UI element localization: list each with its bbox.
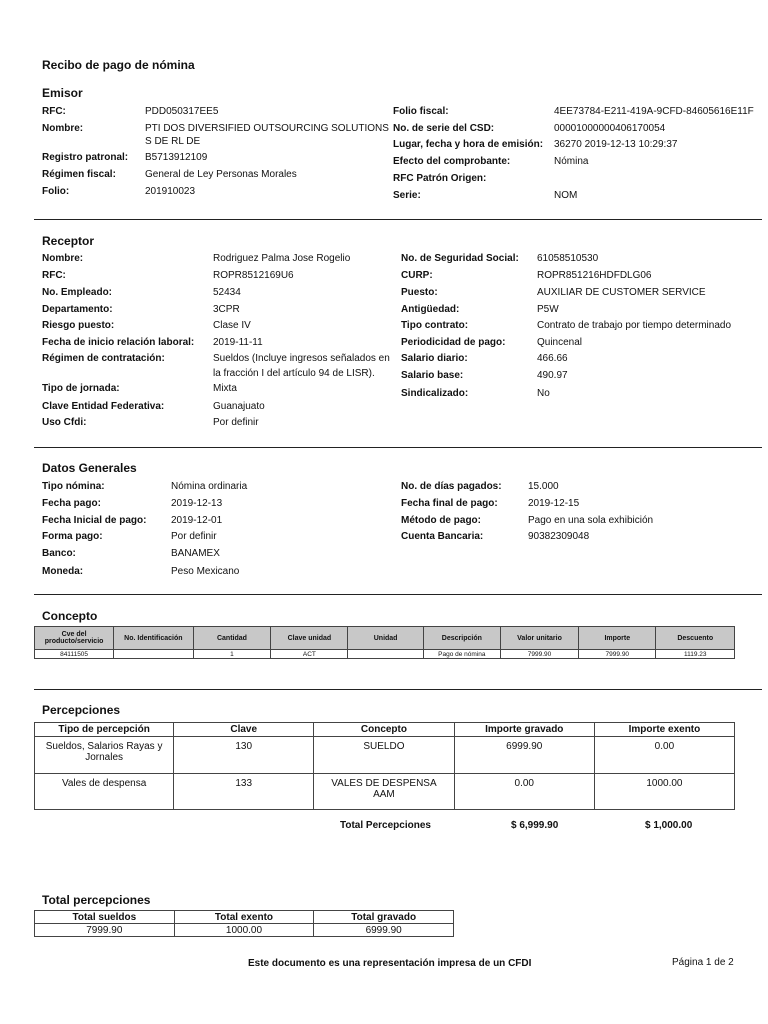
banco-label: Banco:	[42, 548, 76, 559]
table-cell	[348, 650, 423, 659]
salario-base-value: 490.97	[537, 370, 568, 381]
total-gravado-value: $ 6,999.90	[511, 820, 559, 831]
clave-entidad-value: Guanajuato	[213, 401, 265, 412]
folio-fiscal-label: Folio fiscal:	[393, 106, 449, 117]
column-header: Clave unidad	[271, 627, 348, 650]
fecha-pago-value: 2019-12-13	[171, 498, 223, 509]
departamento-value: 3CPR	[213, 304, 240, 315]
emisor-heading: Emisor	[42, 86, 83, 100]
column-header: Tipo de percepción	[35, 723, 174, 737]
column-header: Clave	[174, 723, 314, 737]
emisor-registro-value: B5713912109	[145, 152, 208, 163]
moneda-value: Peso Mexicano	[171, 566, 240, 577]
regimen-contratacion-label: Régimen de contratación:	[42, 353, 165, 364]
puesto-value: AUXILIAR DE CUSTOMER SERVICE	[537, 287, 706, 298]
forma-pago-value: Por definir	[171, 531, 217, 542]
efecto-value: Nómina	[554, 156, 589, 167]
puesto-label: Puesto:	[401, 287, 438, 298]
efecto-label: Efecto del comprobante:	[393, 156, 511, 167]
fecha-final-label: Fecha final de pago:	[401, 498, 498, 509]
folio-fiscal-value: 4EE73784-E211-419A-9CFD-84605616E11F	[554, 106, 754, 117]
serie-csd-value: 00001000000406170054	[554, 123, 666, 134]
column-header: Importe	[579, 627, 656, 650]
fecha-inicial-value: 2019-12-01	[171, 515, 223, 526]
table-cell: 130	[174, 737, 314, 774]
column-header: Concepto	[314, 723, 455, 737]
page-number: Página 1 de 2	[672, 957, 734, 968]
antiguedad-label: Antigüedad:	[401, 304, 460, 315]
column-header: No. Identificación	[114, 627, 193, 650]
table-cell: 1119.23	[656, 650, 735, 659]
table-cell: 7999.90	[579, 650, 656, 659]
total-percepciones-label: Total Percepciones	[340, 820, 431, 831]
emisor-regimen-label: Régimen fiscal:	[42, 169, 116, 180]
column-header: Total sueldos	[35, 911, 175, 924]
empleado-value: 52434	[213, 287, 241, 298]
salario-diario-value: 466.66	[537, 353, 568, 364]
uso-cfdi-label: Uso Cfdi:	[42, 417, 87, 428]
emisor-folio-value: 201910023	[145, 186, 196, 197]
table-cell: ACT	[271, 650, 348, 659]
curp-value: ROPR851216HDFDLG06	[537, 270, 652, 281]
empleado-label: No. Empleado:	[42, 287, 113, 298]
banco-value: BANAMEX	[171, 548, 220, 559]
metodo-pago-value: Pago en una sola exhibición	[528, 515, 654, 526]
table-header-row	[35, 723, 735, 737]
lugar-fecha-value: 36270 2019-12-13 10:29:37	[554, 139, 678, 150]
table-row	[35, 737, 735, 774]
table-header-row	[35, 627, 735, 650]
total-exento-value: $ 1,000.00	[645, 820, 693, 831]
clave-entidad-label: Clave Entidad Federativa:	[42, 401, 165, 412]
uso-cfdi-value: Por definir	[213, 417, 259, 428]
emisor-rfc-value: PDD050317EE5	[145, 106, 219, 117]
sindicalizado-value: No	[537, 388, 550, 399]
emisor-registro-label: Registro patronal:	[42, 152, 129, 163]
nss-label: No. de Seguridad Social:	[401, 253, 519, 264]
cuenta-bancaria-value: 90382309048	[528, 531, 590, 542]
serie-label: Serie:	[393, 190, 421, 201]
table-cell: 133	[174, 774, 314, 810]
sindicalizado-label: Sindicalizado:	[401, 388, 469, 399]
column-header: Total gravado	[314, 911, 454, 924]
periodicidad-value: Quincenal	[537, 337, 583, 348]
table-row	[35, 774, 735, 810]
periodicidad-label: Periodicidad de pago:	[401, 337, 506, 348]
table-cell: 7999.90	[35, 924, 175, 937]
table-cell: 1	[193, 650, 271, 659]
emisor-nombre-value: PTI DOS DIVERSIFIED OUTSOURCING SOLUTIONS	[145, 123, 389, 134]
table-cell: 0.00	[594, 737, 734, 774]
table-cell: 7999.90	[500, 650, 578, 659]
receptor-nombre-value: Rodriguez Palma Jose Rogelio	[213, 253, 351, 264]
cuenta-bancaria-label: Cuenta Bancaria:	[401, 531, 484, 542]
table-row	[35, 650, 735, 659]
table-cell: Vales de despensa	[35, 774, 174, 810]
column-header: Cve del producto/servicio	[35, 627, 114, 650]
concepto-heading: Concepto	[42, 609, 98, 623]
rfc-patron-label: RFC Patrón Origen:	[393, 173, 487, 184]
dias-pagados-label: No. de días pagados:	[401, 481, 502, 492]
concepto-table	[34, 626, 735, 659]
column-header: Descuento	[656, 627, 735, 650]
table-row	[35, 924, 454, 937]
percepciones-table	[34, 722, 735, 810]
table-cell: VALES DE DESPENSA AAM	[314, 774, 455, 810]
column-header: Unidad	[348, 627, 423, 650]
emisor-nombre-label: Nombre:	[42, 123, 84, 134]
divider	[34, 219, 762, 220]
serie-csd-label: No. de serie del CSD:	[393, 123, 495, 134]
table-header-row	[35, 911, 454, 924]
regimen-contratacion-value: Sueldos (Incluye ingresos señalados en	[213, 353, 390, 364]
fecha-inicial-label: Fecha Inicial de pago:	[42, 515, 147, 526]
receptor-rfc-value: ROPR8512169U6	[213, 270, 294, 281]
nss-value: 61058510530	[537, 253, 599, 264]
table-cell: 1000.00	[174, 924, 314, 937]
column-header: Descripción	[423, 627, 500, 650]
table-cell: 6999.90	[314, 924, 454, 937]
column-header: Importe exento	[594, 723, 734, 737]
regimen-contratacion-value-cont: la fracción I del artículo 94 de LISR).	[213, 368, 375, 379]
table-cell: SUELDO	[314, 737, 455, 774]
percepciones-heading: Percepciones	[42, 703, 121, 717]
fecha-inicio-label: Fecha de inicio relación laboral:	[42, 337, 195, 348]
emisor-rfc-label: RFC:	[42, 106, 66, 117]
table-cell: Sueldos, Salarios Rayas y Jornales	[35, 737, 174, 774]
moneda-label: Moneda:	[42, 566, 84, 577]
serie-value: NOM	[554, 190, 578, 201]
receptor-heading: Receptor	[42, 234, 95, 248]
dias-pagados-value: 15.000	[528, 481, 559, 492]
emisor-nombre-value-cont: S DE RL DE	[145, 136, 201, 147]
table-cell: 1000.00	[594, 774, 734, 810]
receptor-rfc-label: RFC:	[42, 270, 66, 281]
tipo-jornada-label: Tipo de jornada:	[42, 383, 120, 394]
tipo-jornada-value: Mixta	[213, 383, 237, 394]
table-cell: Pago de nómina	[423, 650, 500, 659]
fecha-final-value: 2019-12-15	[528, 498, 580, 509]
page-title: Recibo de pago de nómina	[42, 58, 195, 72]
column-header: Cantidad	[193, 627, 271, 650]
table-cell: 0.00	[454, 774, 594, 810]
salario-base-label: Salario base:	[401, 370, 464, 381]
tipo-nomina-label: Tipo nómina:	[42, 481, 105, 492]
tipo-contrato-value: Contrato de trabajo por tiempo determinado	[537, 320, 732, 331]
fecha-inicio-value: 2019-11-11	[213, 337, 263, 348]
salario-diario-label: Salario diario:	[401, 353, 468, 364]
receptor-nombre-label: Nombre:	[42, 253, 84, 264]
departamento-label: Departamento:	[42, 304, 113, 315]
cfdi-note: Este documento es una representación impresa de un CFDI	[248, 958, 532, 969]
riesgo-label: Riesgo puesto:	[42, 320, 115, 331]
emisor-folio-label: Folio:	[42, 186, 70, 197]
table-cell: 84111505	[35, 650, 114, 659]
forma-pago-label: Forma pago:	[42, 531, 103, 542]
divider	[34, 447, 762, 448]
divider	[34, 689, 762, 690]
datos-heading: Datos Generales	[42, 461, 137, 475]
emisor-regimen-value: General de Ley Personas Morales	[145, 169, 297, 180]
riesgo-value: Clase IV	[213, 320, 251, 331]
total-percepciones-heading: Total percepciones	[42, 893, 151, 907]
fecha-pago-label: Fecha pago:	[42, 498, 101, 509]
table-cell	[114, 650, 193, 659]
column-header: Valor unitario	[500, 627, 578, 650]
metodo-pago-label: Método de pago:	[401, 515, 481, 526]
total-percepciones-table	[34, 910, 454, 937]
column-header: Total exento	[174, 911, 314, 924]
divider	[34, 594, 762, 595]
antiguedad-value: P5W	[537, 304, 559, 315]
curp-label: CURP:	[401, 270, 433, 281]
tipo-contrato-label: Tipo contrato:	[401, 320, 469, 331]
table-cell: 6999.90	[454, 737, 594, 774]
column-header: Importe gravado	[454, 723, 594, 737]
tipo-nomina-value: Nómina ordinaria	[171, 481, 248, 492]
lugar-fecha-label: Lugar, fecha y hora de emisión:	[393, 139, 544, 150]
